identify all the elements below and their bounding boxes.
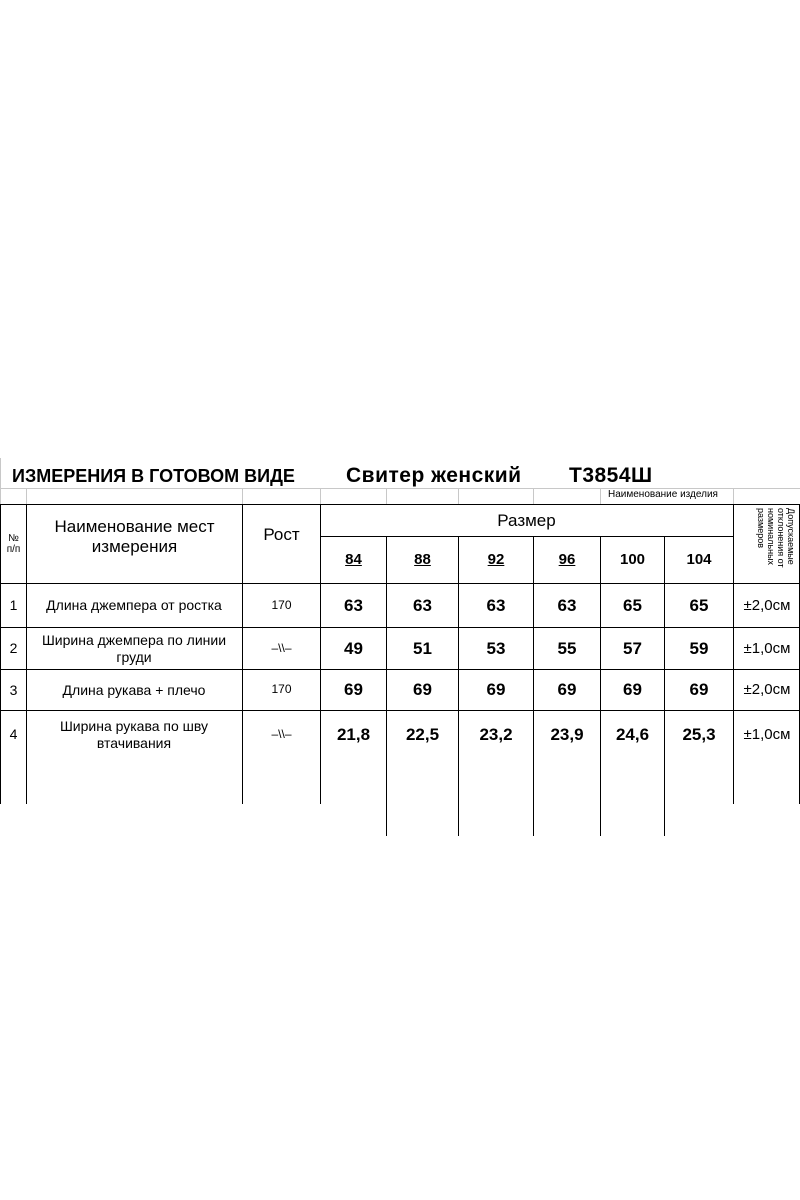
header-size [321, 505, 732, 537]
size-value: 59 [689, 638, 709, 658]
size-value: 25,3 [682, 724, 716, 744]
rost-value: –\\– [271, 640, 292, 655]
header-num [1, 505, 26, 583]
grid-line [386, 488, 387, 504]
size-value: 51 [413, 638, 432, 658]
row-number: 3 [9, 681, 18, 698]
grid-line [533, 488, 534, 504]
grid-line [26, 488, 27, 504]
size-header-100: 100 [619, 551, 646, 569]
size-value: 22,5 [405, 724, 440, 744]
size-header-92: 92 [487, 551, 505, 569]
row-number: 1 [9, 597, 18, 614]
size-value: 23,2 [479, 724, 513, 744]
size-value: 69 [623, 680, 642, 700]
size-value: 69 [486, 680, 506, 700]
tolerance-value: ±1,0см [743, 725, 791, 743]
grid-line [600, 488, 601, 504]
grid-line [320, 488, 321, 504]
size-value: 21,8 [336, 724, 371, 744]
model-code: Т3854Ш [569, 464, 653, 487]
rost-value: 170 [271, 682, 292, 697]
header-name-label: Наименование мест измерения [54, 517, 215, 556]
size-header-96: 96 [558, 551, 576, 569]
product-title: Свитер женский [346, 464, 522, 487]
measurement-name: Длина джемпера от ростка [46, 597, 222, 614]
row-number: 2 [9, 640, 18, 657]
header-name [27, 505, 242, 583]
size-value: 63 [557, 595, 577, 615]
size-value: 69 [689, 680, 709, 700]
measurement-name: Длина рукава + плечо [62, 681, 206, 698]
measurement-sheet [0, 458, 800, 751]
size-value: 23,9 [550, 724, 584, 744]
size-header-84: 84 [345, 551, 362, 569]
row-number: 4 [9, 726, 18, 743]
measurements-title: ИЗМЕРЕНИЯ В ГОТОВОМ ВИДЕ [12, 466, 295, 486]
size-header-104: 104 [686, 551, 712, 569]
rost-value: –\\– [271, 726, 292, 741]
header-num-label: № п/п [6, 532, 21, 555]
size-value: 63 [486, 595, 506, 615]
measurement-name: Ширина джемпера по линии груди [41, 632, 227, 665]
size-value: 57 [623, 638, 642, 658]
measurement-name: Ширина рукава по шву втачивания [59, 718, 209, 751]
header-tolerance [734, 505, 800, 583]
size-value: 65 [623, 595, 642, 615]
header-tolerance-label: Допускаемые отклонения от номинальных размеров [756, 508, 796, 568]
header-size-label: Размер [497, 511, 556, 531]
size-value: 69 [557, 680, 577, 700]
size-value: 69 [413, 680, 432, 700]
grid-line [733, 488, 734, 504]
grid-line [0, 458, 1, 504]
size-value: 69 [344, 680, 363, 700]
rost-value: 170 [271, 597, 292, 612]
size-value: 53 [486, 638, 506, 658]
size-value: 65 [689, 595, 709, 615]
size-value: 63 [344, 595, 363, 615]
size-value: 63 [413, 595, 432, 615]
header-rost-label: Рост [263, 525, 300, 545]
grid-line [242, 488, 243, 504]
header-rost [243, 505, 320, 583]
tolerance-value: ±1,0см [743, 639, 791, 657]
size-value: 24,6 [615, 724, 650, 744]
tolerance-value: ±2,0см [743, 596, 791, 614]
size-value: 49 [344, 638, 363, 658]
tolerance-value: ±2,0см [743, 681, 791, 699]
size-header-88: 88 [414, 551, 431, 569]
product-caption: Наименование изделия [608, 489, 718, 500]
size-value: 55 [557, 638, 577, 658]
grid-line [458, 488, 459, 504]
